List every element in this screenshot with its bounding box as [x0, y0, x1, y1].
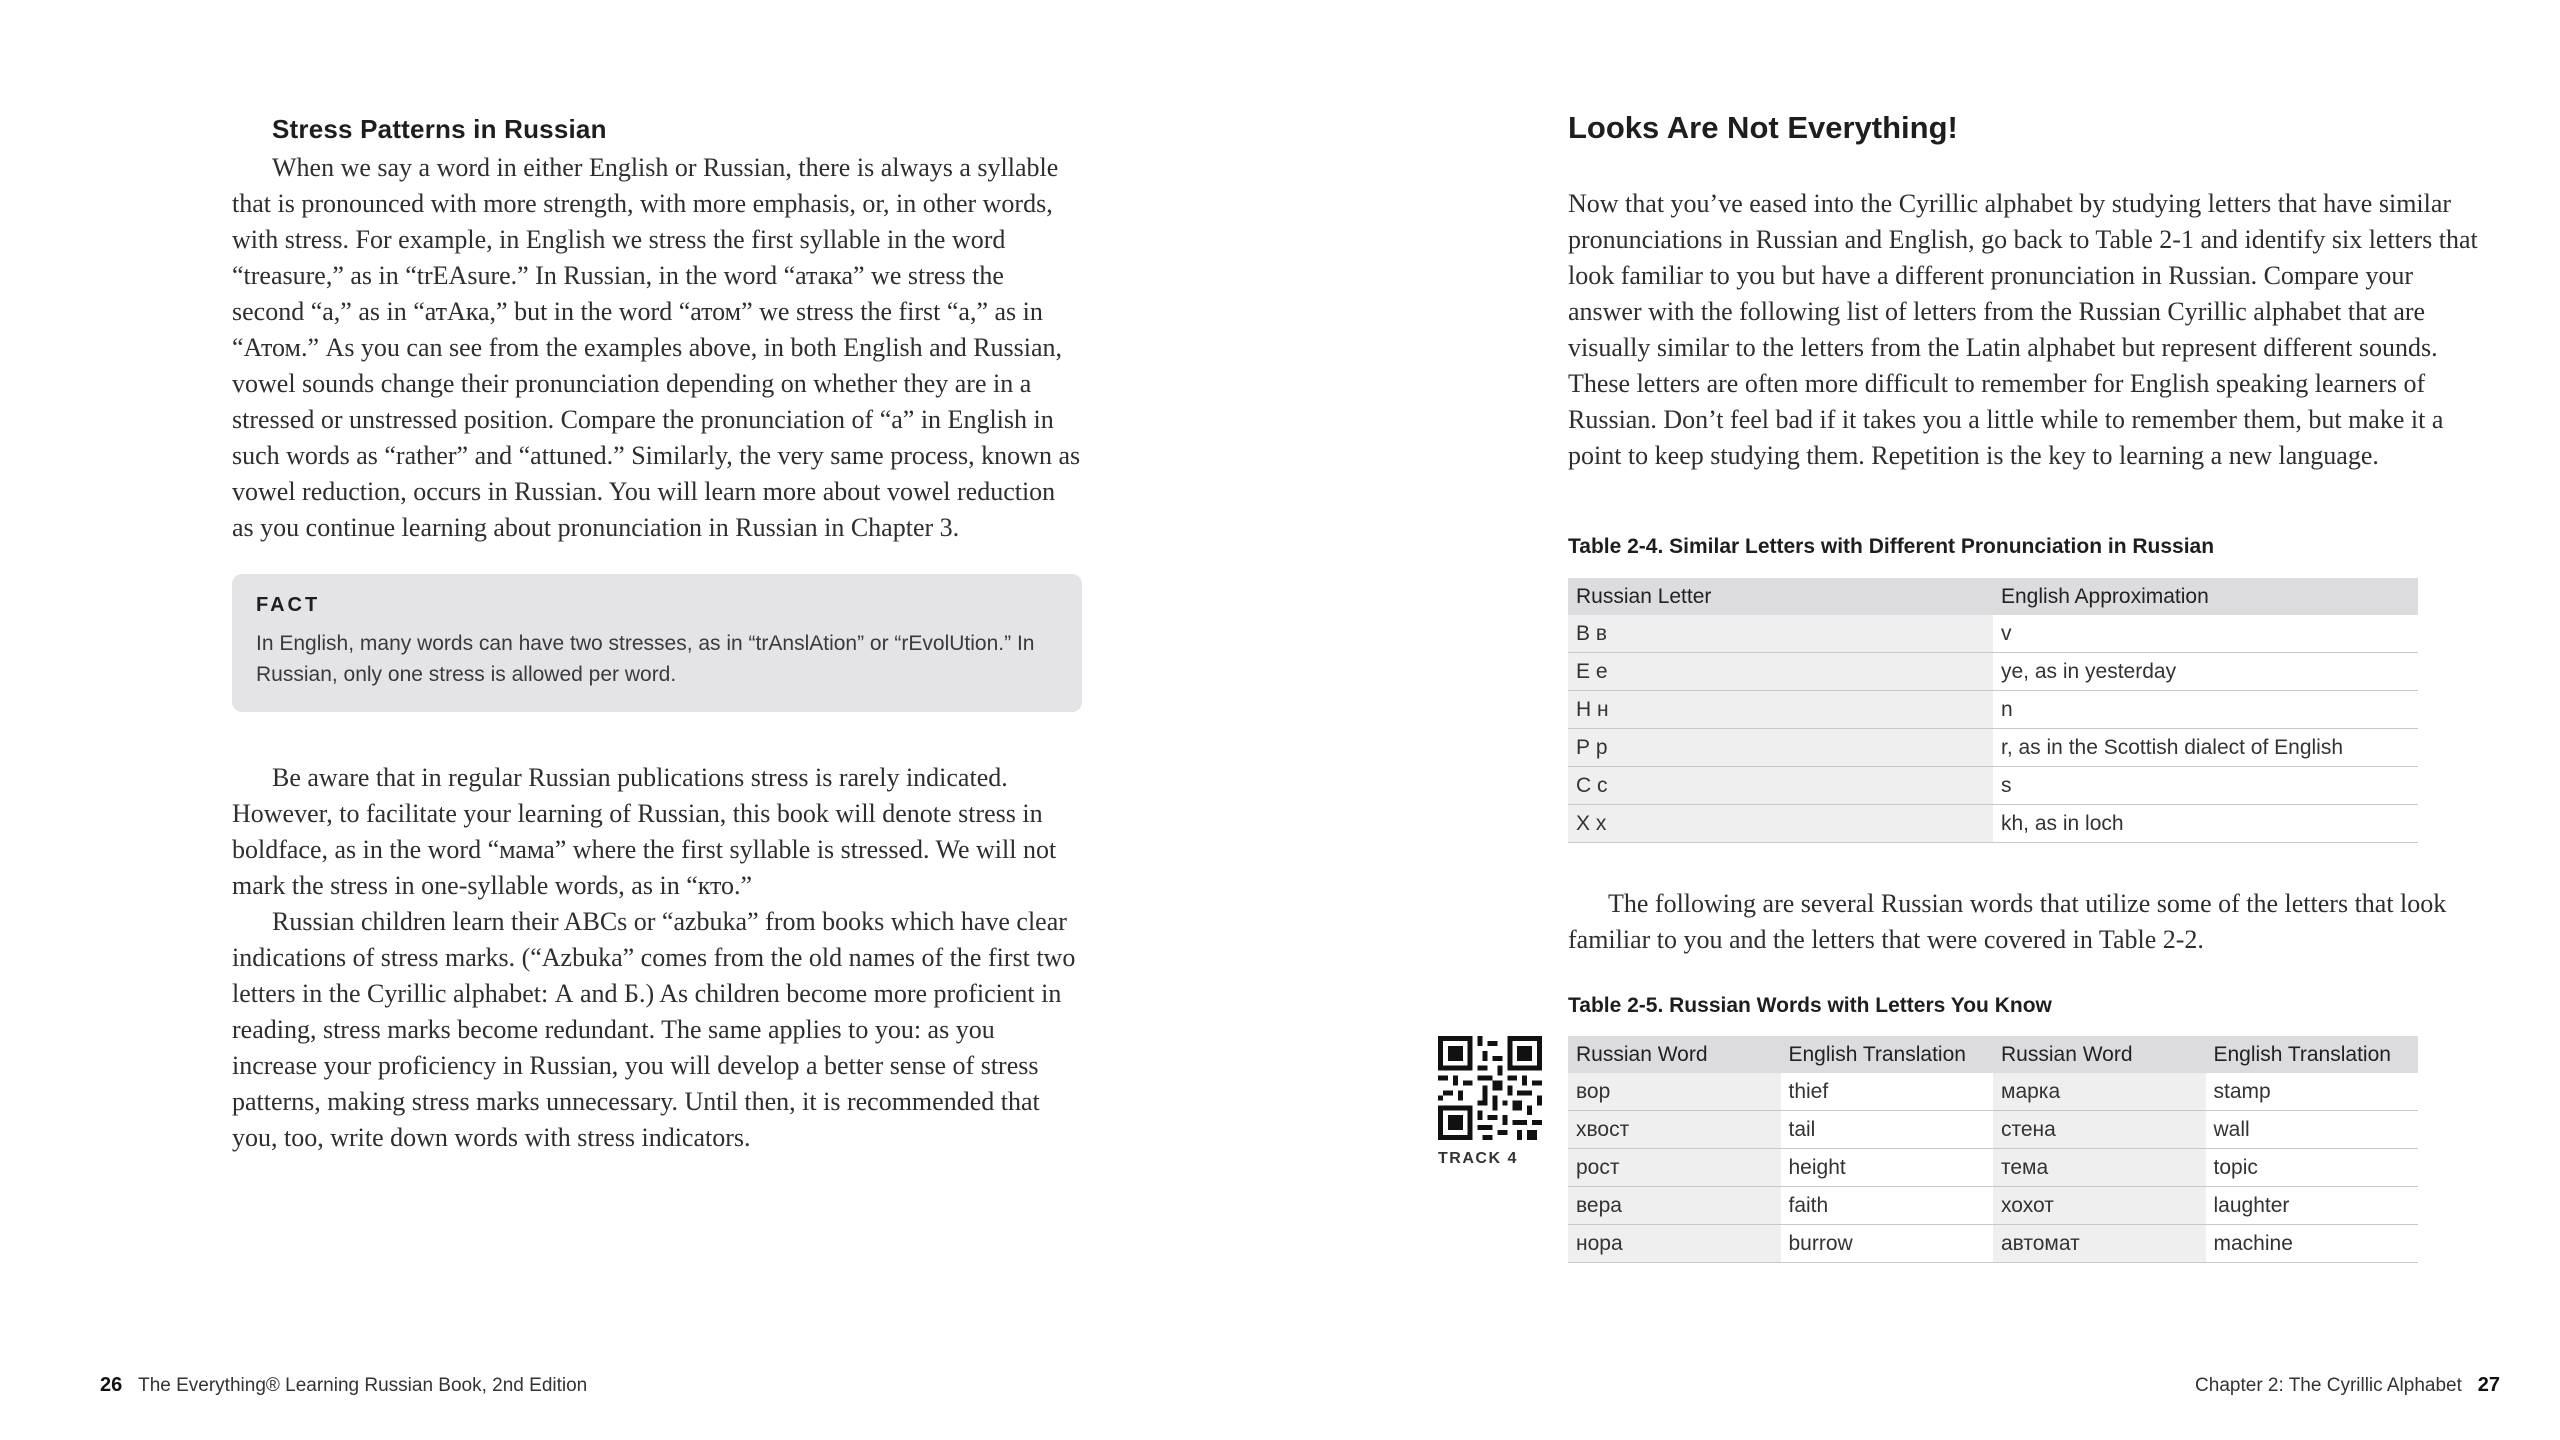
- column-header: English Translation: [2206, 1036, 2419, 1073]
- table-row: [1568, 653, 2418, 691]
- table-row: [1568, 1187, 2418, 1225]
- column-header: Russian Word: [1568, 1036, 1781, 1073]
- table-cell: рост: [1568, 1149, 1781, 1187]
- table-row: [1568, 767, 2418, 805]
- fact-text: In English, many words can have two stresses, as in “trAnslAtion” or “rEvolUtion.” In Russian, only one stress is allowed per word.: [256, 632, 1035, 686]
- table-cell: laughter: [2206, 1187, 2419, 1225]
- chapter-title: Chapter 2: The Cyrillic Alphabet: [2195, 1375, 2462, 1396]
- table-row: [1568, 1149, 2418, 1187]
- table-row: [1568, 729, 2418, 767]
- table-title: Table 2-5. Russian Words with Letters You Know: [1568, 994, 2052, 1017]
- table-cell: Н н: [1568, 691, 1993, 729]
- table-cell: burrow: [1781, 1225, 1994, 1263]
- table-cell: стена: [1993, 1111, 2206, 1149]
- right-footer: [2195, 1374, 2500, 1397]
- paragraph: Russian children learn their ABCs or “azbuka” from books which have clear indications of stress marks. (“Azbuka” comes from the old names of the first two letters in the Cyrillic alphabet: А and Б.) As children become more proficient in reading, stress marks become redundant. The same applies to you: as you increase your proficiency in Russian, you will develop a better sense of stress patterns, making stress marks unnecessary. Until then, it is recommended that you, too, write down words with stress indicators.: [232, 907, 1076, 1152]
- page-number: 26: [100, 1374, 123, 1396]
- table-cell: machine: [2206, 1225, 2419, 1263]
- table-row: [1568, 1111, 2418, 1149]
- stress-intro-text: [232, 150, 1082, 546]
- column-header: English Translation: [1781, 1036, 1994, 1073]
- table-row: [1568, 1225, 2418, 1263]
- table-title: Table 2-4. Similar Letters with Different Pronunciation in Russian: [1568, 535, 2215, 558]
- right-page: [1280, 0, 2560, 1440]
- table-cell: s: [1993, 767, 2418, 805]
- table-cell: С с: [1568, 767, 1993, 805]
- fact-label: FACT: [256, 594, 321, 616]
- table-cell: хохот: [1993, 1187, 2206, 1225]
- table-row: [1568, 691, 2418, 729]
- table-cell: thief: [1781, 1073, 1994, 1111]
- book-title: The Everything® Learning Russian Book, 2nd Edition: [138, 1375, 588, 1396]
- qr-code-icon[interactable]: [1438, 1036, 1542, 1140]
- table-header-row: [1568, 1036, 2418, 1073]
- table-cell: автомат: [1993, 1225, 2206, 1263]
- table-cell: height: [1781, 1149, 1994, 1187]
- middle-text: [1568, 886, 2488, 958]
- table-cell: faith: [1781, 1187, 1994, 1225]
- table-cell: Е е: [1568, 653, 1993, 691]
- table-cell: topic: [2206, 1149, 2419, 1187]
- table-cell: В в: [1568, 615, 1993, 653]
- table-cell: хвост: [1568, 1111, 1781, 1149]
- table-header-row: [1568, 578, 2418, 615]
- fact-box: [232, 574, 1082, 712]
- table-cell: n: [1993, 691, 2418, 729]
- table-cell: stamp: [2206, 1073, 2419, 1111]
- track-label: TRACK 4: [1438, 1150, 1518, 1167]
- section-heading: Stress Patterns in Russian: [272, 114, 607, 144]
- table-cell: тема: [1993, 1149, 2206, 1187]
- column-header: Russian Letter: [1568, 578, 1993, 615]
- page-number: 27: [2477, 1374, 2500, 1396]
- left-footer: [100, 1374, 587, 1397]
- table-cell: v: [1993, 615, 2418, 653]
- table-row: [1568, 805, 2418, 843]
- table-cell: вера: [1568, 1187, 1781, 1225]
- russian-words-table: [1568, 1036, 2418, 1263]
- table-cell: марка: [1993, 1073, 2206, 1111]
- table-cell: нора: [1568, 1225, 1781, 1263]
- column-header: Russian Word: [1993, 1036, 2206, 1073]
- table-cell: ye, as in yesterday: [1993, 653, 2418, 691]
- paragraph: Be aware that in regular Russian publications stress is rarely indicated. However, to facilitate your learning of Russian, this book will denote stress in boldface, as in the word “мама” where the first syllable is stressed. We will not mark the stress in one-syllable words, as in “кто.”: [232, 763, 1057, 900]
- table-cell: Х х: [1568, 805, 1993, 843]
- table-cell: Р р: [1568, 729, 1993, 767]
- table-cell: r, as in the Scottish dialect of English: [1993, 729, 2418, 767]
- intro-text: [1568, 186, 2488, 474]
- paragraph: When we say a word in either English or Russian, there is always a syllable that is pronounced with more strength, with more emphasis, or, in other words, with stress. For example, in English we stress the first syllable in the word “treasure,” as in “trEAsure.” In Russian, in the word “атака” we stress the second “a,” as in “атАка,” but in the word “атом” we stress the first “a,” as in “Атом.” As you can see from the examples above, in both English and Russian, vowel sounds change their pronunciation depending on whether they are in a stressed or unstressed position. Compare the pronunciation of “a” in English in such words as “rather” and “attuned.” Similarly, the very same process, known as vowel reduction, occurs in Russian. You will learn more about vowel reduction as you continue learning about pronunciation in Russian in Chapter 3.: [232, 153, 1081, 542]
- table-cell: tail: [1781, 1111, 1994, 1149]
- similar-letters-table: [1568, 578, 2418, 843]
- table-row: [1568, 1073, 2418, 1111]
- paragraph: The following are several Russian words that utilize some of the letters that look familiar to you and the letters that were covered in Table 2-2.: [1568, 889, 2447, 954]
- stress-notation-text: [232, 760, 1082, 1156]
- column-header: English Approximation: [1993, 578, 2418, 615]
- table-cell: wall: [2206, 1111, 2419, 1149]
- table-cell: kh, as in loch: [1993, 805, 2418, 843]
- table-cell: вор: [1568, 1073, 1781, 1111]
- page-heading: Looks Are Not Everything!: [1568, 110, 1958, 145]
- paragraph: Now that you’ve eased into the Cyrillic alphabet by studying letters that have similar pronunciations in Russian and English, go back to Table 2-1 and identify six letters that look familiar to you but have a different pronunciation in Russian. Compare your answer with the following list of letters from the Russian Cyrillic alphabet that are visually similar to the letters from the Latin alphabet but represent different sounds. These letters are often more difficult to remember for English speaking learners of Russian. Don’t feel bad if it takes you a little while to remember them, but make it a point to keep studying them. Repetition is the key to learning a new language.: [1568, 189, 2478, 470]
- table-row: [1568, 615, 2418, 653]
